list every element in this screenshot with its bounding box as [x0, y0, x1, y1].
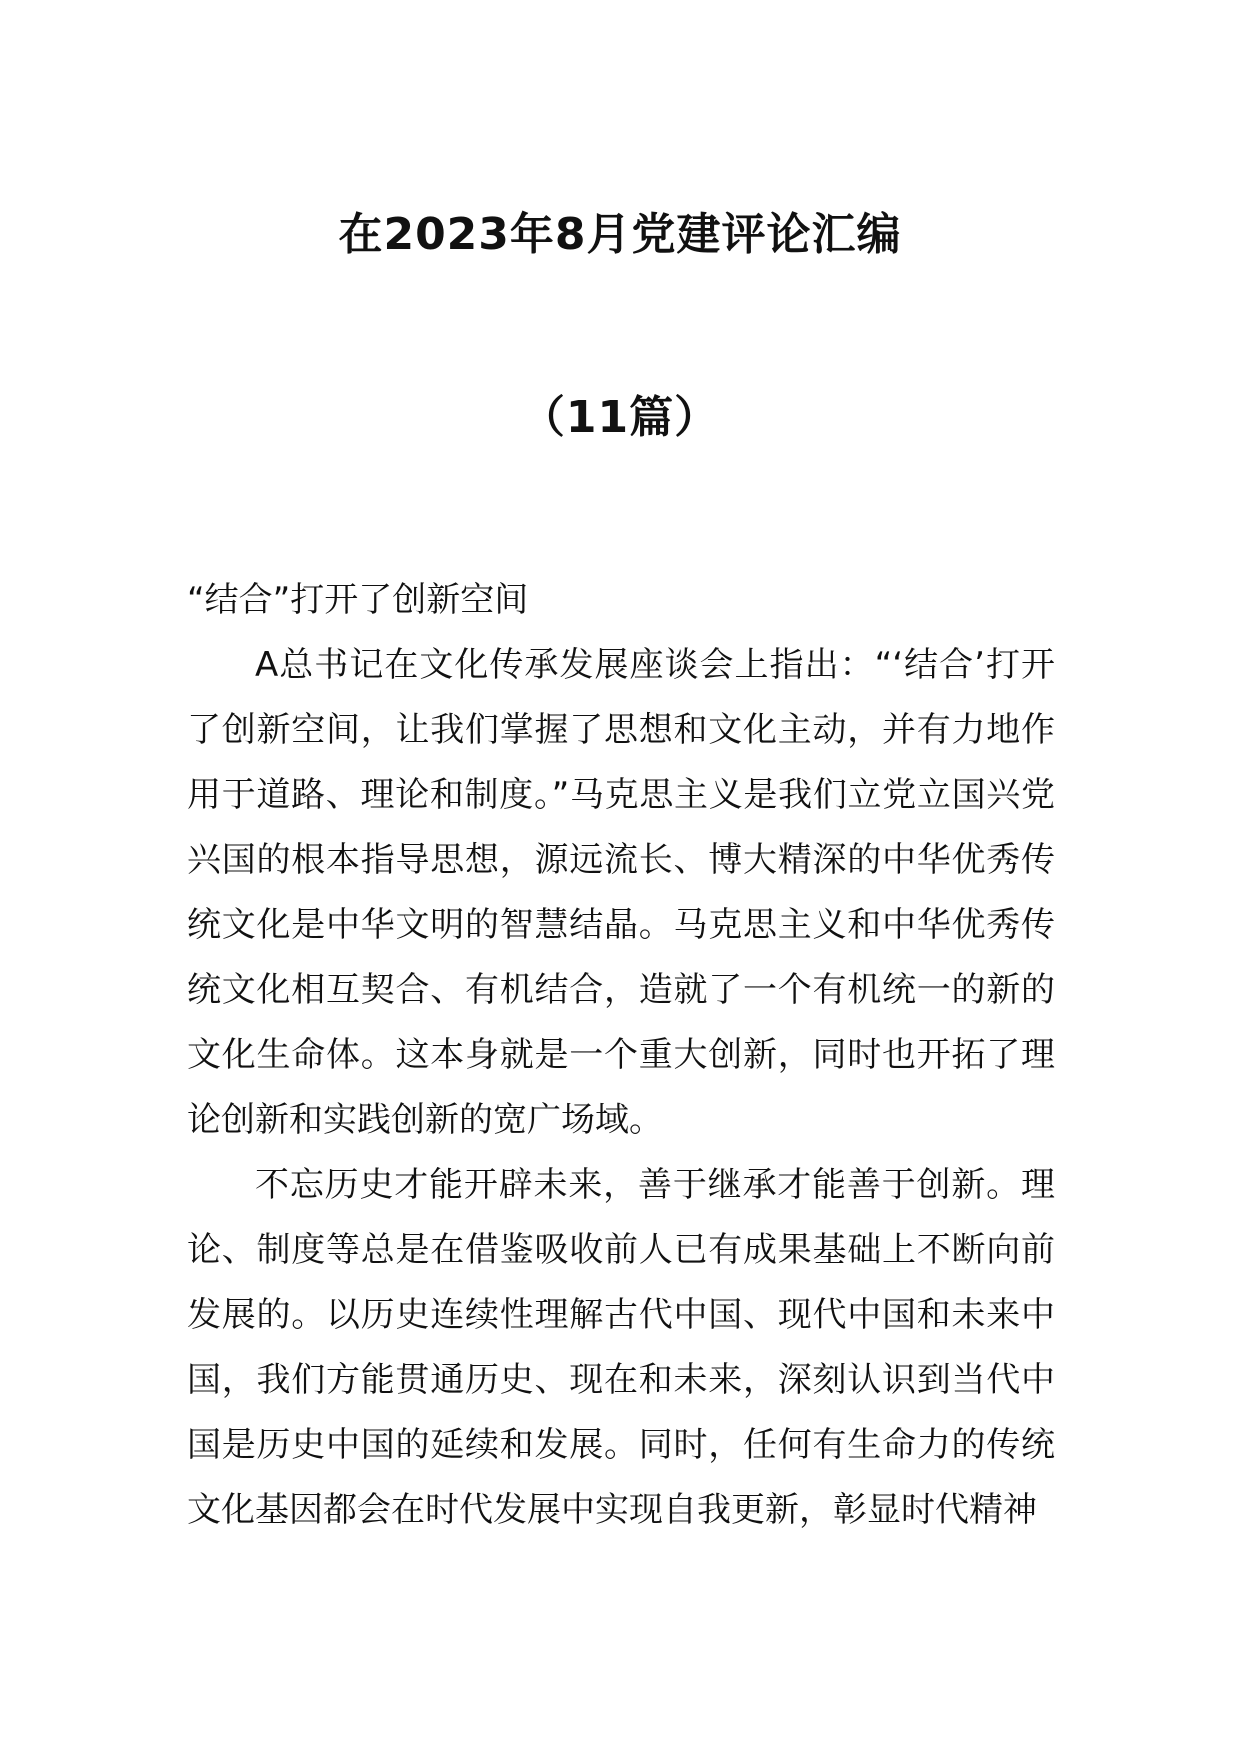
body-paragraphs	[187, 633, 1055, 1543]
document-subtitle: （11篇）	[520, 392, 720, 443]
section-heading: “结合”打开了创新空间	[187, 580, 529, 620]
paragraph-1: A总书记在文化传承发展座谈会上指出：“‘结合’打开了创新空间，让我们掌握了思想和文化主动，并有力地作用于道路、理论和制度。”马克思主义是我们立党立国兴党兴国的根本指导思想，源远流长、博大精深的中华优秀传统文化是中华文明的智慧结晶。马克思主义和中华优秀传统文化相互契合、有机结合，造就了一个有机统一的新的文化生命体。这本身就是一个重大创新，同时也开拓了理论创新和实践创新的宽广场域。	[187, 645, 1055, 1140]
paragraph-2: 不忘历史才能开辟未来，善于继承才能善于创新。理论、制度等总是在借鉴吸收前人已有成果基础上不断向前发展的。以历史连续性理解古代中国、现代中国和未来中国，我们方能贯通历史、现在和未来，深刻认识到当代中国是历史中国的延续和发展。同时，任何有生命力的传统文化基因都会在时代发展中实现自我更新，彰显时代精神	[187, 1165, 1055, 1530]
document-title: 在2023年8月党建评论汇编	[338, 209, 902, 260]
